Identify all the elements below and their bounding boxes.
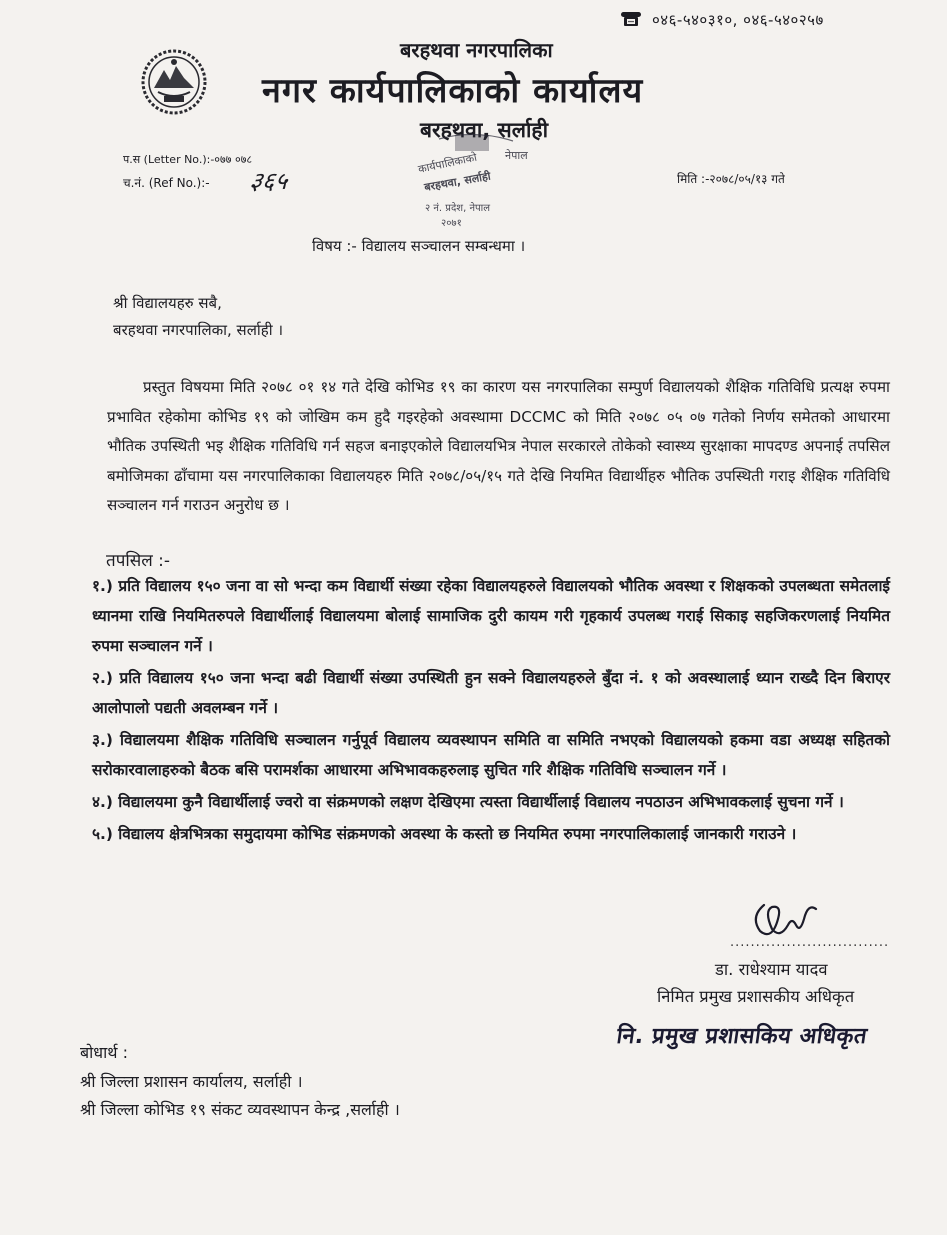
- telephone-icon: [620, 11, 642, 27]
- list-item: ५.) विद्यालय क्षेत्रभित्रका समुदायमा कोभिड संक्रमणको अवस्था के कस्तो छ नियमित रुपमा नगरपालिकालाई जानकारी गराउने ।: [92, 824, 797, 843]
- office-address: बरहथवा, सर्लाही: [420, 118, 549, 142]
- letter-number: प.स (Letter No.):-०७७ ०७८: [123, 153, 253, 166]
- phone-line: [620, 10, 824, 30]
- list-item: ४.) विद्यालयमा कुनै विद्यार्थीलाई ज्वरो वा संक्रमणको लक्षण देखिएमा त्यस्ता विद्यार्थीलाई विद्यालय नपठाउन अभिभावकलाई सुचना गर्ने ।: [92, 792, 844, 811]
- designation-stamp: नि. प्रमुख प्रशासकिय अधिकृत: [615, 1024, 869, 1049]
- signatory-title: निमित प्रमुख प्रशासकीय अधिकृत: [657, 987, 855, 1006]
- details-list: [92, 571, 890, 850]
- reference-number-label: च.नं. (Ref No.):-: [123, 176, 210, 190]
- recipient-line: श्री विद्यालयहरु सबै,: [113, 294, 222, 312]
- seal-text: २०७१: [441, 218, 462, 229]
- list-item: १.) प्रति विद्यालय १५० जना वा सो भन्दा कम विद्यार्थी संख्या रहेका विद्यालयहरुले विद्यालयको भौतिक अवस्था र शिक्षकको उपलब्धता समेतलाई ध्यानमा राखि नियमितरुपले विद्यार्थीलाई विद्यालयमा बोलाई सामाजिक दुरी कायम गरी गृहकार्य उपलब्ध गराई सिकाइ सहजिकरणलाई नियमित रुपमा सञ्चालन गर्ने ।: [92, 577, 890, 656]
- signatory-name: डा. राधेश्याम यादव: [715, 960, 828, 979]
- details-heading: तपसिल :-: [106, 551, 171, 571]
- municipality-name: बरहथवा नगरपालिका: [400, 38, 553, 62]
- list-item: ३.) विद्यालयमा शैक्षिक गतिविधि सञ्चालन गर्नुपूर्व विद्यालय व्यवस्थापन समिति वा समिति नभएको विद्यालयको हकमा वडा अध्यक्ष सहितको सरोकारवालाहरुको बैठक बसि परामर्शका आधारमा अभिभावकहरुलाइ सुचित गरि शैक्षिक गतिविधि सञ्चालन गर्ने ।: [92, 731, 890, 780]
- recipient-line: बरहथवा नगरपालिका, सर्लाही ।: [113, 321, 284, 339]
- phone-numbers: ०४६-५४०३१०, ०४६-५४०२५७: [652, 11, 824, 29]
- official-seal-stamp: [405, 133, 555, 229]
- cc-item: श्री जिल्ला कोभिड १९ संकट व्यवस्थापन केन्द्र ,सर्लाही ।: [80, 1100, 400, 1119]
- cc-label: बोधार्थ :: [80, 1043, 128, 1062]
- body-paragraph: प्रस्तुत विषयमा मिति २०७८ ०१ १४ गते देखि कोभिड १९ का कारण यस नगरपालिका सम्पुर्ण विद्यालयको शैक्षिक गतिविधि प्रत्यक्ष रुपमा प्रभावित रहेकोमा कोभिड १९ को जोखिम कम हुदै गइरहेको अवस्थामा DCCMC को मिति २०७८ ०५ ०७ गतेको निर्णय समेतको आधारमा भौतिक उपस्थिती भइ शैक्षिक गतिविधि गर्न सहज बनाइएकोले विद्यालयभित्र नेपाल सरकारले तोकेको स्वास्थ्य सुरक्षाका मापदण्ड अपनाई तपसिल बमोजिमका ढाँचामा यस नगरपालिकाका विद्यालयहरु मिति २०७८/०५/१५ गते देखि नियमित विद्यार्थीहरु भौतिक उपस्थिती गराइ शैक्षिक गतिविधि सञ्चालन गर्न गराउन अनुरोध छ ।: [107, 378, 890, 515]
- reference-number-handwritten: ३६५: [247, 167, 290, 195]
- seal-text: नेपाल: [505, 149, 528, 162]
- seal-text: कार्यपालिकाको: [416, 150, 479, 176]
- seal-text: बरहथवा, सर्लाही: [423, 169, 492, 194]
- list-item: २.) प्रति विद्यालय १५० जना भन्दा बढी विद्यार्थी संख्या उपस्थिती हुन सक्ने विद्यालयहरुले बुँदा नं. १ को अवस्थालाई ध्यान राख्दै दिन बिराएर आलोपालो पद्यती अवलम्बन गर्ने ।: [92, 669, 890, 718]
- cc-item: श्री जिल्ला प्रशासन कार्यालय, सर्लाही ।: [80, 1072, 303, 1091]
- signature-line: ...............................: [730, 935, 890, 950]
- seal-text: २ नं. प्रदेश, नेपाल: [425, 203, 491, 214]
- letter-subject: विषय :- विद्यालय सञ्चालन सम्बन्धमा ।: [312, 237, 526, 255]
- office-name: नगर कार्यपालिकाको कार्यालय: [262, 71, 644, 111]
- government-emblem-icon: [140, 48, 208, 116]
- letter-date: मिति :-२०७८/०५/१३ गते: [677, 172, 785, 186]
